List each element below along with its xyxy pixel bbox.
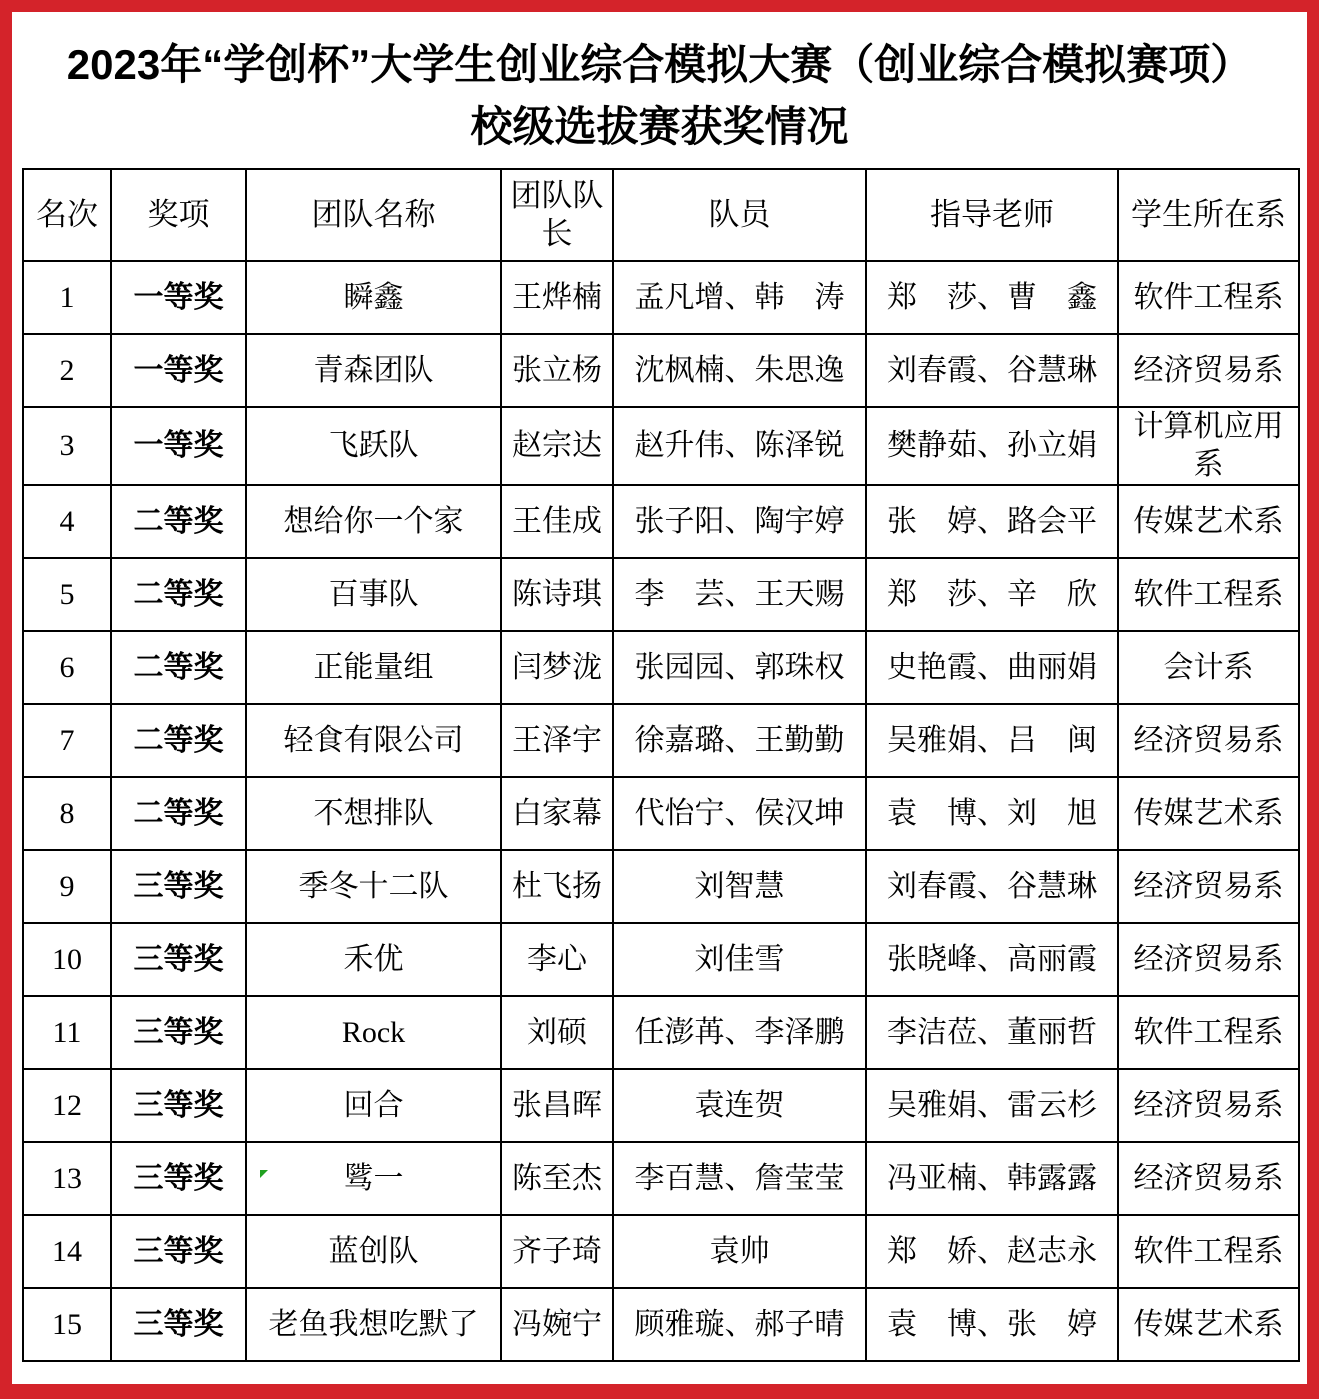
cell-rank: 11 — [23, 996, 111, 1069]
awards-table-body — [23, 261, 1299, 1361]
table-row — [23, 1069, 1299, 1142]
cell-team: 百事队 — [246, 558, 501, 631]
table-row — [23, 1142, 1299, 1215]
cell-rank: 15 — [23, 1288, 111, 1361]
cell-award: 三等奖 — [111, 1069, 246, 1142]
title-line-2: 校级选拔赛获奖情况 — [470, 103, 849, 150]
cell-captain: 冯婉宁 — [501, 1288, 613, 1361]
table-row — [23, 261, 1299, 334]
table-row — [23, 996, 1299, 1069]
cell-department: 软件工程系 — [1118, 1215, 1299, 1288]
cell-award: 二等奖 — [111, 485, 246, 558]
cell-rank: 8 — [23, 777, 111, 850]
table-row — [23, 334, 1299, 407]
cell-members: 刘佳雪 — [613, 923, 866, 996]
cell-members: 袁连贺 — [613, 1069, 866, 1142]
cell-team: 正能量组 — [246, 631, 501, 704]
table-row — [23, 777, 1299, 850]
table-row — [23, 631, 1299, 704]
cell-members: 赵升伟、陈泽锐 — [613, 407, 866, 485]
header-captain: 团队队长 — [501, 169, 613, 261]
cell-members: 孟凡增、韩 涛 — [613, 261, 866, 334]
cell-team: 蓝创队 — [246, 1215, 501, 1288]
cell-team: 骘一 — [246, 1142, 501, 1215]
table-row — [23, 407, 1299, 485]
cell-captain: 王泽宇 — [501, 704, 613, 777]
header-members: 队员 — [613, 169, 866, 261]
cell-department: 计算机应用系 — [1118, 407, 1299, 485]
cell-members: 沈枫楠、朱思逸 — [613, 334, 866, 407]
cell-captain: 杜飞扬 — [501, 850, 613, 923]
cell-teachers: 袁 博、刘 旭 — [866, 777, 1118, 850]
cell-teachers: 刘春霞、谷慧琳 — [866, 334, 1118, 407]
cell-department: 经济贸易系 — [1118, 923, 1299, 996]
cell-team: 季冬十二队 — [246, 850, 501, 923]
header-team: 团队名称 — [246, 169, 501, 261]
cell-department: 会计系 — [1118, 631, 1299, 704]
cell-rank: 6 — [23, 631, 111, 704]
cell-department: 经济贸易系 — [1118, 850, 1299, 923]
cell-department: 经济贸易系 — [1118, 1069, 1299, 1142]
cell-team: 想给你一个家 — [246, 485, 501, 558]
header-award: 奖项 — [111, 169, 246, 261]
cell-department: 软件工程系 — [1118, 996, 1299, 1069]
cell-department: 传媒艺术系 — [1118, 777, 1299, 850]
cell-captain: 张昌晖 — [501, 1069, 613, 1142]
cell-teachers: 樊静茹、孙立娟 — [866, 407, 1118, 485]
cell-team: 青森团队 — [246, 334, 501, 407]
cell-teachers: 史艳霞、曲丽娟 — [866, 631, 1118, 704]
cell-award: 三等奖 — [111, 923, 246, 996]
cell-captain: 刘硕 — [501, 996, 613, 1069]
cell-teachers: 冯亚楠、韩露露 — [866, 1142, 1118, 1215]
cell-department: 经济贸易系 — [1118, 1142, 1299, 1215]
cell-captain: 赵宗达 — [501, 407, 613, 485]
cell-award: 二等奖 — [111, 631, 246, 704]
cell-award: 三等奖 — [111, 1142, 246, 1215]
cell-award: 三等奖 — [111, 996, 246, 1069]
cell-members: 李 芸、王天赐 — [613, 558, 866, 631]
cell-department: 软件工程系 — [1118, 558, 1299, 631]
cell-members: 张子阳、陶宇婷 — [613, 485, 866, 558]
cell-teachers: 李洁莅、董丽哲 — [866, 996, 1118, 1069]
cell-captain: 闫梦泷 — [501, 631, 613, 704]
cell-teachers: 张 婷、路会平 — [866, 485, 1118, 558]
cell-rank: 13 — [23, 1142, 111, 1215]
cell-department: 经济贸易系 — [1118, 704, 1299, 777]
cell-members: 刘智慧 — [613, 850, 866, 923]
cell-teachers: 刘春霞、谷慧琳 — [866, 850, 1118, 923]
cell-department: 传媒艺术系 — [1118, 1288, 1299, 1361]
cell-rank: 7 — [23, 704, 111, 777]
table-row — [23, 704, 1299, 777]
cell-members: 徐嘉璐、王勤勤 — [613, 704, 866, 777]
cell-teachers: 吴雅娟、吕 闽 — [866, 704, 1118, 777]
cell-teachers: 吴雅娟、雷云杉 — [866, 1069, 1118, 1142]
title-line-1: 2023年“学创杯”大学生创业综合模拟大赛（创业综合模拟赛项） — [66, 41, 1253, 88]
cell-members: 代怡宁、侯汉坤 — [613, 777, 866, 850]
cell-captain: 李心 — [501, 923, 613, 996]
cell-rank: 2 — [23, 334, 111, 407]
cell-rank: 14 — [23, 1215, 111, 1288]
cell-award: 三等奖 — [111, 1288, 246, 1361]
awards-table — [22, 168, 1300, 1362]
table-row — [23, 1288, 1299, 1361]
cell-department: 传媒艺术系 — [1118, 485, 1299, 558]
page-title — [12, 34, 1307, 158]
cell-rank: 9 — [23, 850, 111, 923]
cell-captain: 陈诗琪 — [501, 558, 613, 631]
table-row — [23, 1215, 1299, 1288]
cell-rank: 1 — [23, 261, 111, 334]
cell-teachers: 张晓峰、高丽霞 — [866, 923, 1118, 996]
cell-members: 张园园、郭珠权 — [613, 631, 866, 704]
cell-comment-marker-icon — [260, 1170, 268, 1178]
cell-members: 任澎苒、李泽鹏 — [613, 996, 866, 1069]
cell-team: 轻食有限公司 — [246, 704, 501, 777]
cell-rank: 10 — [23, 923, 111, 996]
cell-teachers: 郑 娇、赵志永 — [866, 1215, 1118, 1288]
cell-team: 瞬鑫 — [246, 261, 501, 334]
cell-teachers: 郑 莎、曹 鑫 — [866, 261, 1118, 334]
table-row — [23, 850, 1299, 923]
cell-members: 袁帅 — [613, 1215, 866, 1288]
cell-captain: 王佳成 — [501, 485, 613, 558]
cell-award: 二等奖 — [111, 558, 246, 631]
cell-award: 二等奖 — [111, 704, 246, 777]
table-row — [23, 558, 1299, 631]
cell-captain: 张立杨 — [501, 334, 613, 407]
header-teachers: 指导老师 — [866, 169, 1118, 261]
cell-team: 禾优 — [246, 923, 501, 996]
cell-rank: 4 — [23, 485, 111, 558]
cell-award: 三等奖 — [111, 850, 246, 923]
header-department: 学生所在系 — [1118, 169, 1299, 261]
cell-captain: 王烨楠 — [501, 261, 613, 334]
header-row — [23, 169, 1299, 261]
header-rank: 名次 — [23, 169, 111, 261]
cell-department: 软件工程系 — [1118, 261, 1299, 334]
cell-award: 一等奖 — [111, 261, 246, 334]
cell-captain: 陈至杰 — [501, 1142, 613, 1215]
cell-captain: 白家幕 — [501, 777, 613, 850]
cell-teachers: 袁 博、张 婷 — [866, 1288, 1118, 1361]
cell-team: 飞跃队 — [246, 407, 501, 485]
cell-rank: 3 — [23, 407, 111, 485]
cell-award: 三等奖 — [111, 1215, 246, 1288]
cell-team: 回合 — [246, 1069, 501, 1142]
cell-team: 不想排队 — [246, 777, 501, 850]
cell-members: 李百慧、詹莹莹 — [613, 1142, 866, 1215]
cell-captain: 齐子琦 — [501, 1215, 613, 1288]
cell-award: 一等奖 — [111, 407, 246, 485]
table-row — [23, 923, 1299, 996]
cell-team: Rock — [246, 996, 501, 1069]
cell-members: 顾雅璇、郝子晴 — [613, 1288, 866, 1361]
cell-teachers: 郑 莎、辛 欣 — [866, 558, 1118, 631]
cell-rank: 12 — [23, 1069, 111, 1142]
cell-award: 一等奖 — [111, 334, 246, 407]
cell-department: 经济贸易系 — [1118, 334, 1299, 407]
cell-rank: 5 — [23, 558, 111, 631]
table-row — [23, 485, 1299, 558]
cell-team: 老鱼我想吃默了 — [246, 1288, 501, 1361]
cell-award: 二等奖 — [111, 777, 246, 850]
